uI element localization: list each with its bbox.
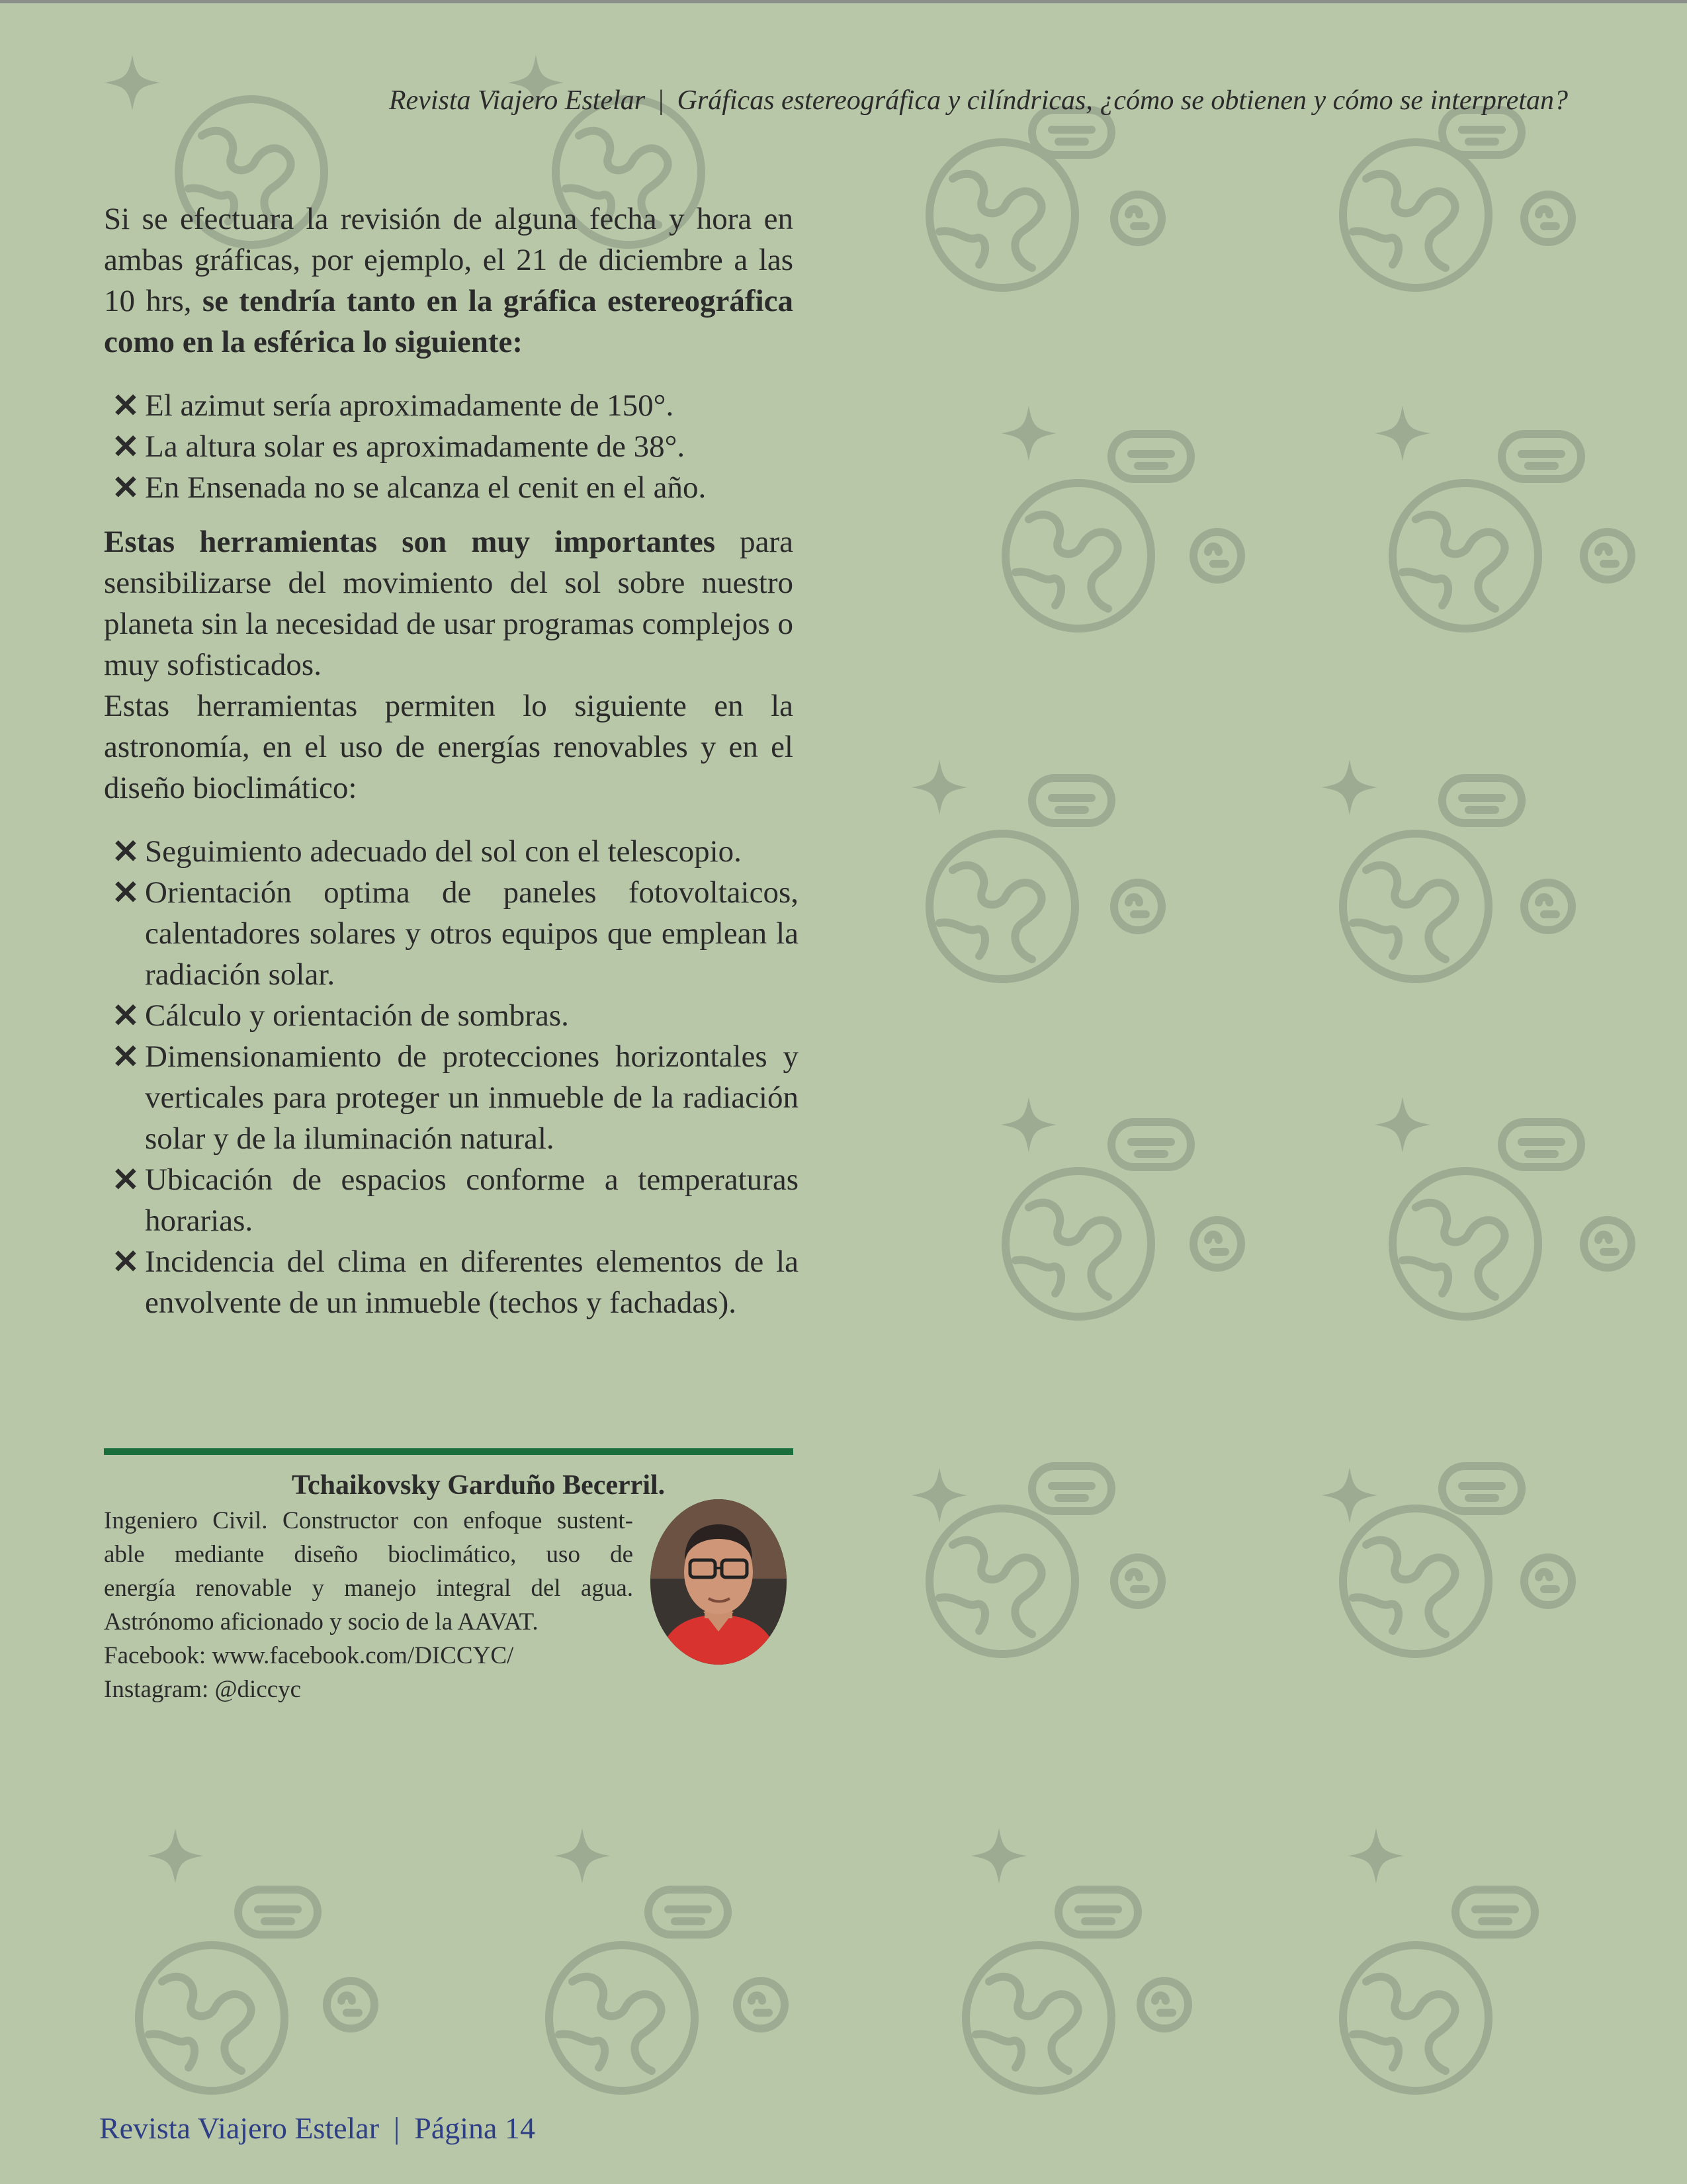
header-article-title: Gráficas estereográfica y cilíndricas, ¿cómo se obtienen y cómo se interpretan? bbox=[677, 85, 1568, 116]
list-item bbox=[104, 831, 799, 872]
x-bullet-icon: ✕ bbox=[112, 874, 140, 911]
finding-text: El azimut sería aproximadamente de 150°. bbox=[145, 388, 674, 423]
intro-emphasis: se tendría tanto en la gráfica estereográfica como en la esférica lo siguiente: bbox=[104, 284, 793, 359]
page-number: Página 14 bbox=[414, 2111, 535, 2145]
importance-emphasis: Estas herramientas son muy importantes bbox=[104, 525, 715, 559]
bio-line: Ingeniero Civil. Constructor con enfoque sustent- bbox=[104, 1507, 633, 1534]
x-bullet-icon: ✕ bbox=[112, 428, 140, 465]
use-text: Seguimiento adecuado del sol con el telescopio. bbox=[145, 834, 742, 869]
x-bullet-icon: ✕ bbox=[112, 1038, 140, 1075]
x-bullet-icon: ✕ bbox=[112, 833, 140, 870]
x-bullet-icon: ✕ bbox=[112, 1243, 140, 1280]
intro-text: Si se efectuara la revisión de alguna fecha y hora en ambas gráficas, por ejemplo, el 21 de diciembre a las 10 hrs, bbox=[104, 202, 793, 318]
bio-line: able mediante diseño bioclimático, uso de bbox=[104, 1541, 633, 1568]
x-bullet-icon: ✕ bbox=[112, 469, 140, 506]
footer-separator: | bbox=[394, 2111, 400, 2145]
article-column bbox=[104, 198, 799, 1323]
bio-line: Facebook: www.facebook.com/DICCYC/ bbox=[104, 1642, 514, 1669]
running-header bbox=[198, 85, 1568, 116]
footer-magazine-name: Revista Viajero Estelar bbox=[99, 2111, 380, 2145]
intro-paragraph bbox=[104, 198, 793, 363]
use-text: Orientación optima de paneles fotovoltaicos, calentadores solares y otros equipos que emplean la radiación solar. bbox=[145, 875, 799, 992]
use-text: Cálculo y orientación de sombras. bbox=[145, 998, 569, 1033]
list-item bbox=[104, 1159, 799, 1241]
x-bullet-icon: ✕ bbox=[112, 997, 140, 1034]
list-item bbox=[104, 995, 799, 1036]
bio-line: energía renovable y manejo integral del agua. bbox=[104, 1575, 633, 1602]
list-item bbox=[104, 426, 799, 467]
bio-line: Instagram: @diccyc bbox=[104, 1676, 302, 1703]
author-photo bbox=[650, 1499, 787, 1665]
page-footer bbox=[99, 2111, 535, 2146]
finding-text: En Ensenada no se alcanza el cenit en el año. bbox=[145, 470, 707, 505]
use-text: Ubicación de espacios conforme a temperaturas horarias. bbox=[145, 1162, 799, 1238]
x-bullet-icon: ✕ bbox=[112, 387, 140, 424]
author-divider bbox=[104, 1448, 793, 1455]
uses-list bbox=[104, 831, 799, 1323]
list-item bbox=[104, 385, 799, 426]
author-name: Tchaikovsky Garduño Becerril. bbox=[291, 1470, 666, 1501]
author-bio bbox=[104, 1504, 633, 1706]
uses-intro-paragraph: Estas herramientas permiten lo siguiente en la astronomía, en el uso de energías renovables y en el diseño bioclimático: bbox=[104, 689, 793, 805]
use-text: Dimensionamiento de protecciones horizontales y verticales para proteger un inmueble de la radiación solar y de la iluminación natural. bbox=[145, 1039, 799, 1156]
list-item bbox=[104, 872, 799, 995]
bio-line: Astrónomo aficionado y socio de la AAVAT. bbox=[104, 1608, 539, 1636]
header-magazine-name: Revista Viajero Estelar bbox=[388, 85, 646, 116]
x-bullet-icon: ✕ bbox=[112, 1161, 140, 1198]
importance-paragraph bbox=[104, 521, 793, 685]
findings-list bbox=[104, 385, 793, 508]
list-item bbox=[104, 467, 799, 508]
list-item bbox=[104, 1036, 799, 1159]
finding-text: La altura solar es aproximadamente de 38°. bbox=[145, 429, 685, 464]
header-separator: | bbox=[658, 85, 664, 116]
importance-text: para sensibilizarse del movimiento del sol sobre nuestro planeta sin la necesidad de usar programas complejos o muy sofisticados. bbox=[104, 525, 794, 682]
list-item bbox=[104, 1241, 799, 1323]
use-text: Incidencia del clima en diferentes elementos de la envolvente de un inmueble (techos y fachadas). bbox=[145, 1245, 799, 1320]
